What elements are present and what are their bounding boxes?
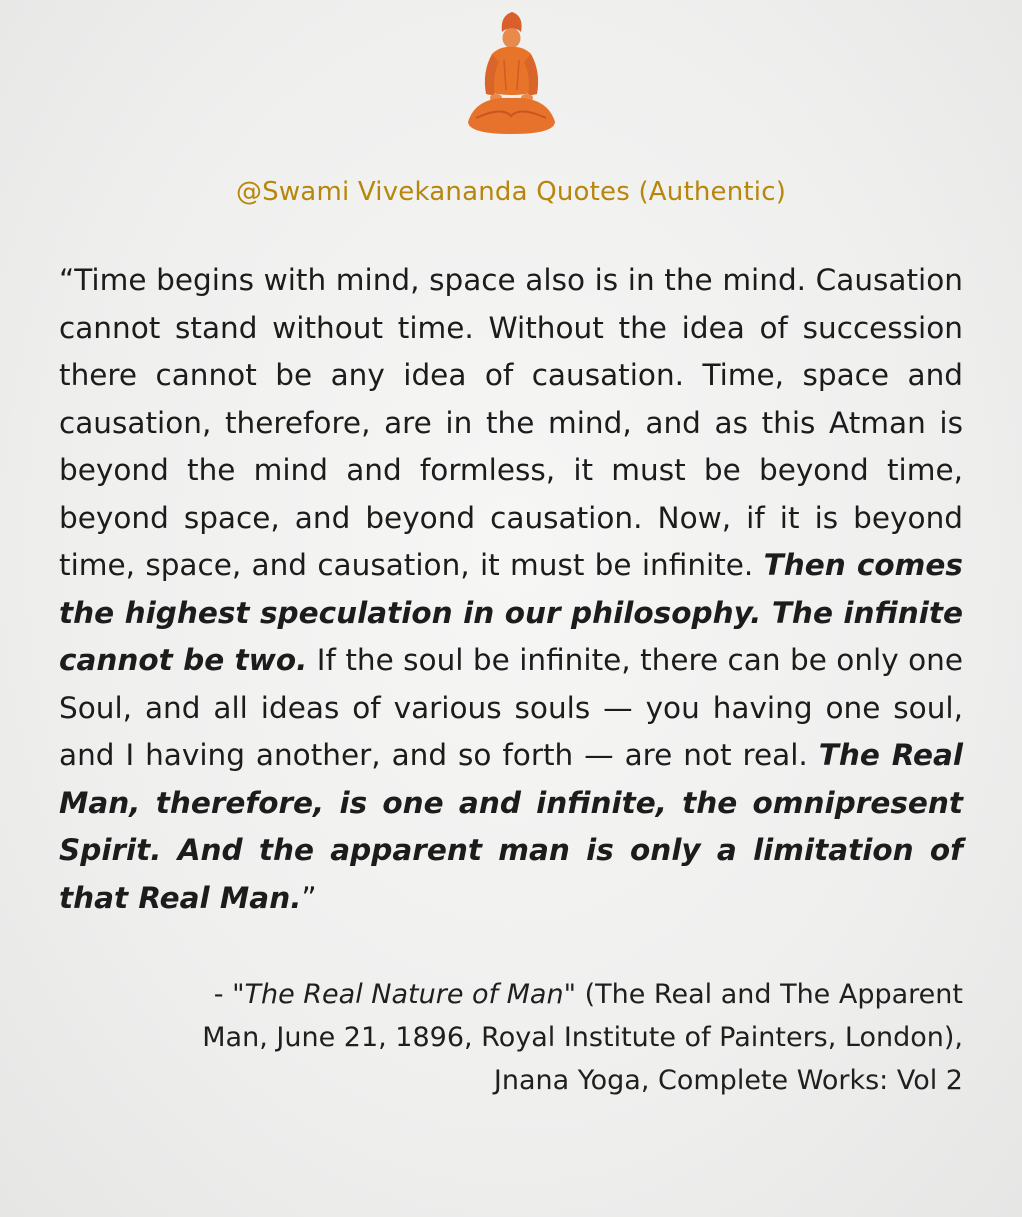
quote-part-2: If the soul be infinite, there can be only one Soul, and all ideas of various souls — you having one soul, and I having another, and so forth — are not real. — [59, 643, 964, 772]
citation — [59, 973, 963, 1102]
open-quote-mark: “ — [59, 263, 75, 297]
citation-line-1-rest: (The Real and The Apparent — [576, 979, 963, 1010]
close-quote-mark: ” — [301, 880, 317, 915]
quote-text — [59, 257, 963, 922]
citation-line-1 — [59, 973, 963, 1016]
monk-figure-image — [462, 10, 560, 135]
citation-line-2: Man, June 21, 1896, Royal Institute of Painters, London), — [202, 1022, 963, 1053]
quote-emphasis-1: Then comes the highest speculation in our philosophy. The infinite cannot be two. — [59, 548, 963, 677]
citation-line-3: Jnana Yoga, Complete Works: Vol 2 — [493, 1065, 963, 1096]
channel-handle: @Swami Vivekananda Quotes (Authentic) — [235, 177, 787, 207]
quote-emphasis-2: The Real Man, therefore, is one and infinite, the omnipresent Spirit. And the apparent man is only a limitation of that Real Man. — [59, 738, 963, 915]
quote-part-1: Time begins with mind, space also is in the mind. Causation cannot stand without time. Without the idea of succession there cannot be any idea of causation. Time, space and causation, therefore, are in the mind, and as this Atman is beyond the mind and formless, it must be beyond time, beyond space, and beyond causation. Now, if it is beyond time, space, and causation, it must be infinite. — [59, 263, 963, 582]
citation-title: "The Real Nature of Man" — [232, 979, 576, 1010]
citation-dash: - — [213, 979, 233, 1010]
